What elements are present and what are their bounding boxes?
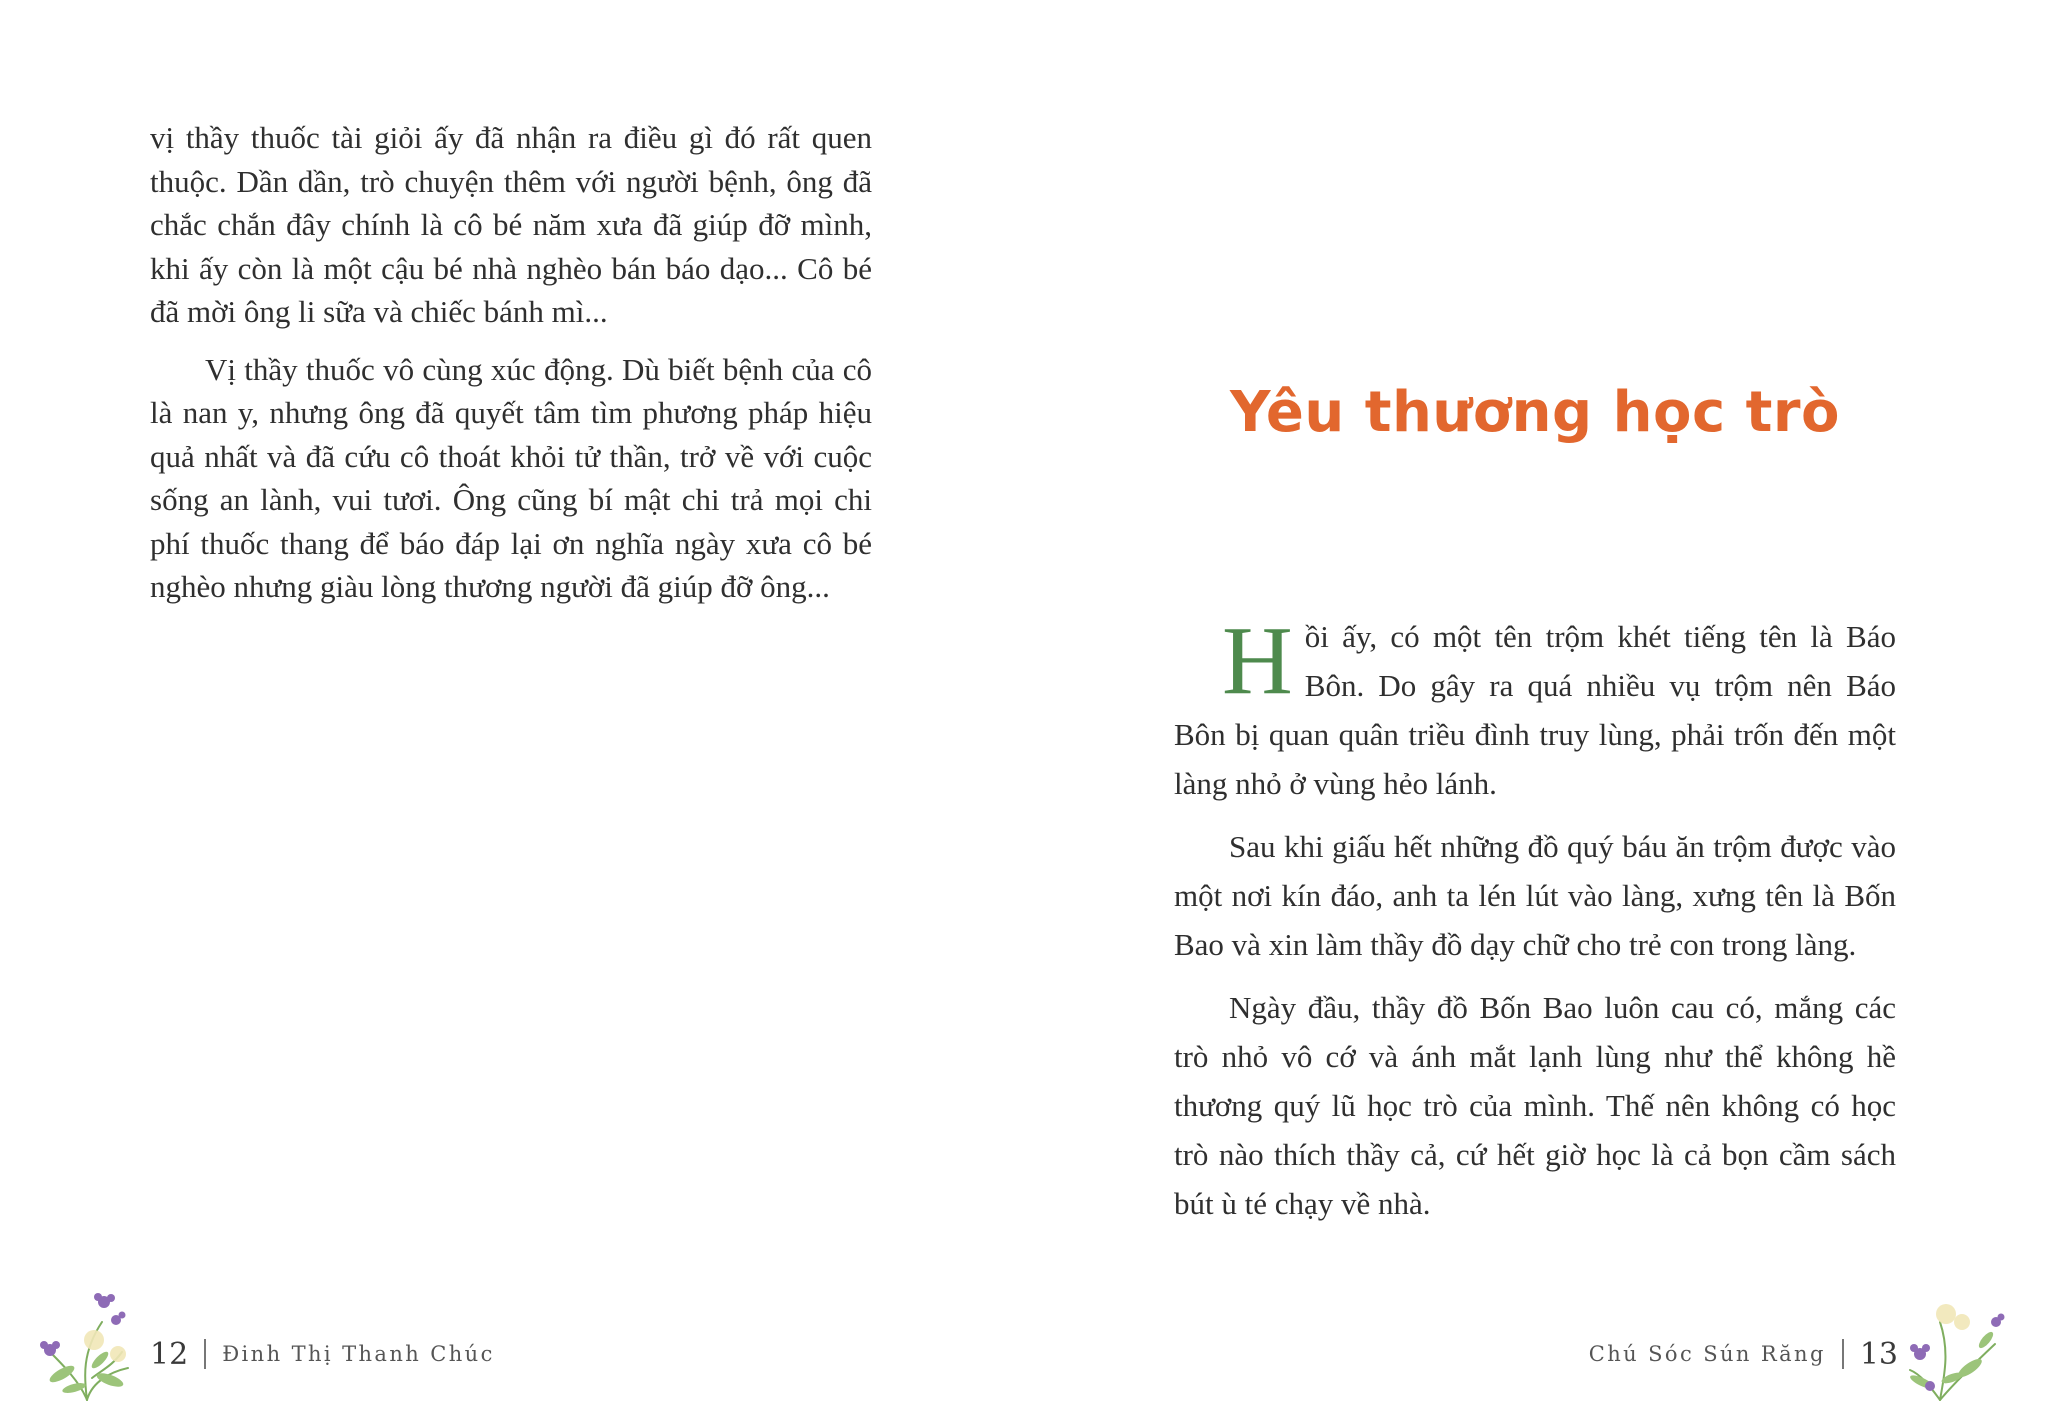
right-paragraph-1-text: ồi ấy, có một tên trộm khét tiếng tên là Báo Bôn. Do gây ra quá nhiều vụ trộm nên Báo Bôn bị quan quân triều đình truy lùng, phải trốn đến một làng nhỏ ở vùng hẻo lánh. [1174, 619, 1896, 801]
left-paragraph-2: Vị thầy thuốc vô cùng xúc động. Dù biết bệnh của cô là nan y, nhưng ông đã quyết tâm tìm phương pháp hiệu quả nhất và đã cứu cô thoát khỏi tử thần, trở về với cuộc sống an lành, vui tươi. Ông cũng bí mật chi trả mọi chi phí thuốc thang để báo đáp lại ơn nghĩa ngày xưa cô bé nghèo nhưng giàu lòng thương người đã giúp đỡ ông... [150, 351, 872, 604]
chapter-title: Yêu thương học trò [1229, 380, 1841, 445]
right-page-body [1174, 607, 1896, 1242]
left-page-body [150, 116, 872, 623]
left-paragraph-1: vị thầy thuốc tài giỏi ấy đã nhận ra điều gì đó rất quen thuộc. Dần dần, trò chuyện thêm với người bệnh, ông đã chắc chắn đây chính là cô bé năm xưa đã giúp đỡ mình, khi ấy còn là một cậu bé nhà nghèo bán báo dạo... Cô bé đã mời ông li sữa và chiếc bánh mì... [150, 120, 872, 329]
flower-sprig-icon [1900, 1282, 2010, 1402]
right-footer [1589, 1334, 1898, 1374]
author-name: Đinh Thị Thanh Chúc [222, 1342, 495, 1366]
right-paragraph-2: Sau khi giấu hết những đồ quý báu ăn trộm được vào một nơi kín đáo, anh ta lén lút vào làng, xưng tên là Bốn Bao và xin làm thầy đồ dạy chữ cho trẻ con trong làng. [1174, 829, 1896, 962]
page-number-right: 13 [1859, 1336, 1898, 1372]
footer-divider [1842, 1339, 1844, 1369]
right-paragraph-3: Ngày đầu, thầy đồ Bốn Bao luôn cau có, mắng các trò nhỏ vô cớ và ánh mắt lạnh lùng như thể không hề thương quý lũ học trò của mình. Thế nên không có học trò nào thích thầy cả, cứ hết giờ học là cả bọn cầm sách bút ù té chạy về nhà. [1174, 990, 1896, 1221]
book-title: Chú Sóc Sún Răng [1588, 1342, 1826, 1366]
footer-divider [204, 1339, 206, 1369]
flower-sprig-icon [32, 1282, 142, 1402]
drop-cap: H [1222, 607, 1293, 715]
page-number-left: 12 [150, 1336, 189, 1372]
right-paragraph-1 [1174, 607, 1896, 808]
left-footer [150, 1334, 495, 1374]
